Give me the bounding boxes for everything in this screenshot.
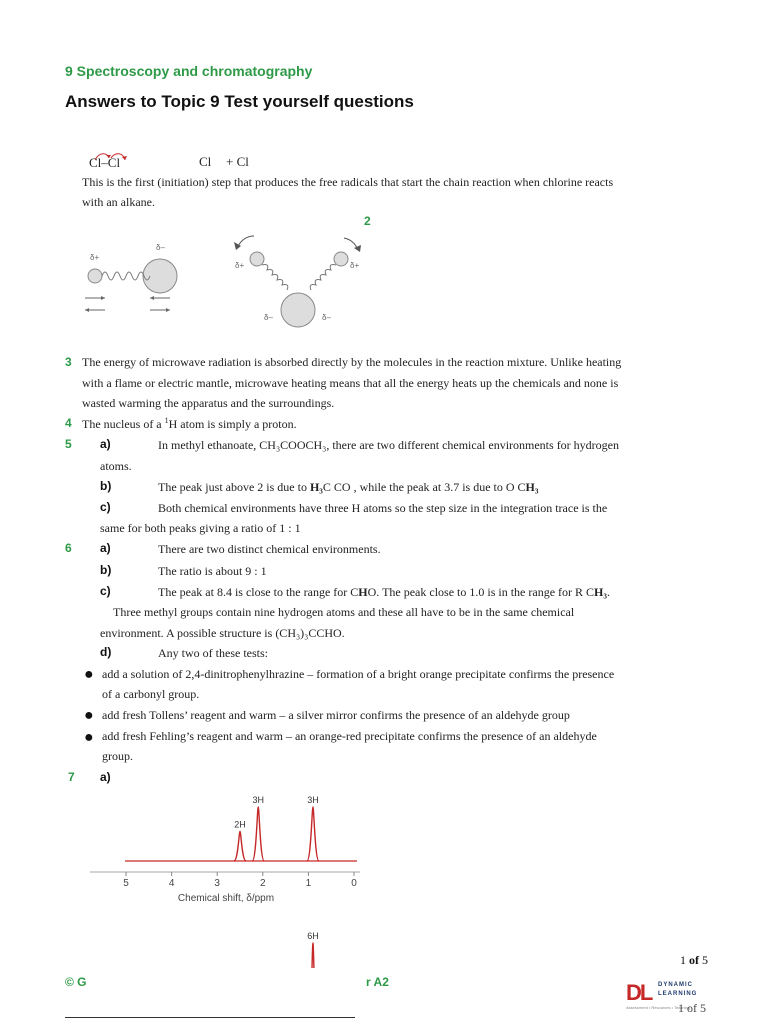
question-number-5: 5 (65, 437, 72, 451)
footer-course-text: r A2 (366, 975, 389, 989)
delta-minus-label: δ– (156, 243, 165, 252)
q6-d-label: d) (100, 645, 112, 659)
q6-a-label: a) (100, 541, 111, 555)
chlorine-molecule-equation (87, 150, 147, 172)
nmr-peak (234, 831, 246, 861)
question-number-7: 7 (68, 770, 75, 784)
delta-plus-label-left: δ+ (235, 261, 245, 270)
page-number-bottom: 1 of 5 (678, 1001, 706, 1015)
copyright-text: © G (65, 975, 87, 989)
logo-line2: LEARNING (658, 991, 698, 997)
q6-c-line1 (158, 585, 610, 600)
q5-b-text2: C CO , while the peak at 3.7 is due to O C (322, 480, 526, 494)
q6-c-text3: . (606, 585, 610, 599)
q4-text-a: The nucleus of a (82, 417, 162, 431)
logo-mark: DL (626, 980, 652, 1005)
x-tick-label: 0 (351, 878, 357, 889)
nmr-peak (307, 807, 319, 861)
q6-c-line3: environment. A possible structure is (CH₃)₃CCHO. (100, 626, 345, 640)
logo-subtitle: Assessment • Resources • Teaching (626, 1005, 691, 1010)
q6-b-text: The ratio is about 9 : 1 (158, 564, 267, 578)
x-tick-label: 3 (214, 878, 220, 889)
peaks (234, 795, 319, 861)
q5-a-line1: In methyl ethanoate, CH₃COOCH₃, there are two different chemical environments for hydrogen (158, 438, 620, 452)
chapter-heading: 9 Spectroscopy and chromatography (65, 63, 313, 79)
question-number-4: 4 (65, 416, 72, 430)
q4-text-b: H atom is simply a proton. (168, 417, 297, 431)
q6-c-line2: Three methyl groups contain nine hydrogen atoms and these all have to be in the same chemical (113, 605, 575, 619)
x-tick-label: 2 (260, 878, 266, 889)
x-tick-label: 1 (305, 878, 312, 889)
q6-c-text1: The peak at 8.4 is close to the range for C (158, 585, 359, 599)
delta-minus-label-left: δ– (264, 313, 273, 322)
q6-b-label: b) (100, 563, 112, 577)
question-number-2: 2 (364, 214, 371, 228)
q5-c-line2: same for both peaks giving a ratio of 1 : 1 (100, 521, 301, 535)
bullet-icon: ● (84, 666, 94, 683)
nmr-peak (252, 807, 264, 861)
x-tick-label: 5 (123, 878, 129, 889)
q4-answer (82, 416, 297, 432)
question-number-6: 6 (65, 541, 72, 555)
q5-b-answer (158, 480, 538, 495)
peak-label: 3H (307, 795, 319, 805)
bullet-icon: ● (84, 707, 94, 724)
logo-line1: DYNAMIC (658, 982, 693, 988)
delta-minus-label-right: δ– (322, 313, 331, 322)
page-total: 5 (702, 953, 708, 967)
q3-line3: wasted warming the apparatus and the surroundings. (82, 396, 335, 410)
q6-c-label: c) (100, 584, 111, 598)
q6-c-bold2: H₃ (594, 585, 607, 599)
bullet-3-line1: add fresh Fehling’s reagent and warm – an orange-red precipitate confirms the presence of an aldehyde (102, 729, 597, 743)
bullet-2-line1: add fresh Tollens’ reagent and warm – a silver mirror confirms the presence of an aldehyde group (102, 708, 570, 722)
peak-label: 6H (307, 931, 319, 941)
peak-label: 3H (252, 795, 264, 805)
q5-b-text1: The peak just above 2 is due to (158, 480, 307, 494)
q5-c-label: c) (100, 500, 111, 514)
q6-d-text: Any two of these tests: (158, 646, 268, 660)
bullet-3-line2: group. (102, 749, 133, 763)
q7-a-label: a) (100, 770, 111, 784)
q5-a-label: a) (100, 437, 111, 451)
q6-c-text2: O. The peak close to 1.0 is in the range for R C (367, 585, 595, 599)
x-ticks (123, 872, 357, 889)
peak-label: 2H (234, 819, 246, 830)
bullet-icon: ● (84, 729, 94, 746)
page-num: 1 (680, 953, 686, 967)
bullet-1-line1: add a solution of 2,4-dinitrophenylhrazine – formation of a bright orange precipitate confirms the presence (102, 667, 615, 681)
nmr-spectrum-chart (85, 790, 375, 910)
q5-c-line1: Both chemical environments have three H atoms so the step size in the integration trace is the (158, 501, 608, 515)
q5-b-bold2: H₃ (525, 480, 539, 494)
q5-b-bold1: H₃ (309, 480, 323, 494)
page-of: of (689, 953, 699, 967)
question-number-3: 3 (65, 355, 72, 369)
q3-line1: The energy of microwave radiation is absorbed directly by the molecules in the reaction mixture. Unlike heating (82, 355, 622, 369)
x-axis-label: Chemical shift, δ/ppm (177, 893, 275, 904)
q4-superscript: 1 (164, 416, 169, 425)
molecular-vibration-diagram (80, 228, 380, 340)
delta-plus-label: δ+ (90, 253, 100, 262)
q1-answer-line1: This is the first (initiation) step that produces the free radicals that start the chain reaction when chlorine reacts (82, 175, 614, 189)
q1-answer-line2: with an alkane. (82, 195, 155, 209)
equation-product-a: Cl (199, 154, 212, 169)
equation-product-b: + Cl (226, 154, 249, 169)
x-tick-label: 4 (168, 878, 175, 889)
q5-a-line2: atoms. (100, 459, 132, 473)
equation-left: Cl–Cl (89, 155, 121, 170)
page-number (680, 953, 708, 968)
q6-a-text: There are two distinct chemical environments. (158, 542, 381, 556)
page-title: Answers to Topic 9 Test yourself questions (65, 92, 414, 111)
q5-b-label: b) (100, 479, 112, 493)
delta-plus-label-right: δ+ (350, 261, 360, 270)
footer-rule (65, 1017, 355, 1018)
bullet-1-line2: of a carbonyl group. (102, 687, 200, 701)
q6-c-bold1: H (358, 585, 368, 599)
q3-line2: with a flame or electric mantle, microwave heating means that all the energy heats up the chemicals and none is (82, 376, 619, 390)
